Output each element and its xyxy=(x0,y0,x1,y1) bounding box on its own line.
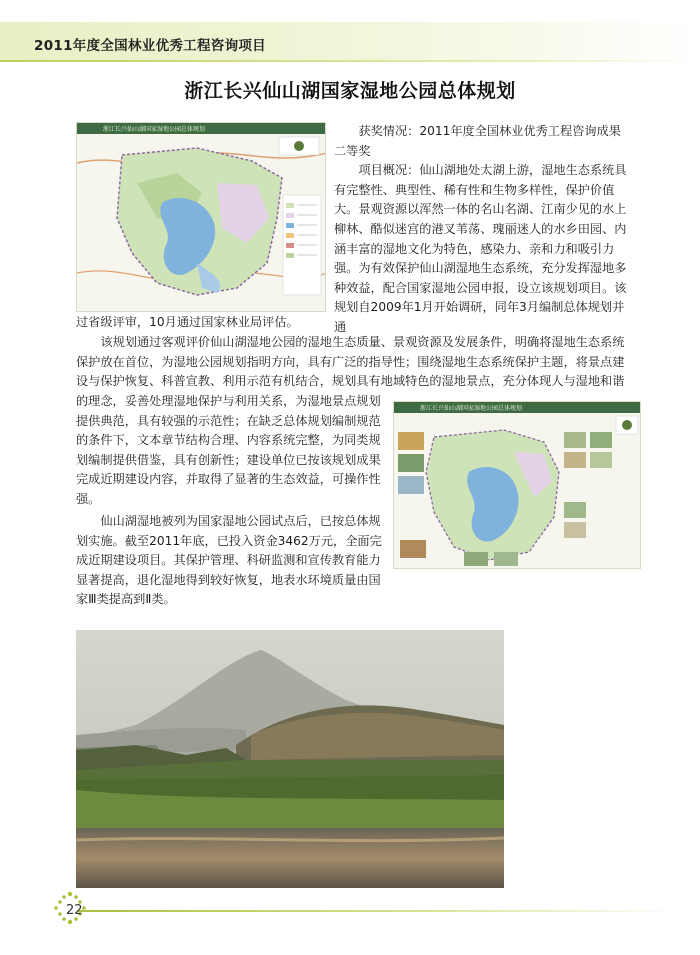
award-paragraph: 获奖情况：2011年度全国林业优秀工程咨询成果二等奖 xyxy=(334,124,621,158)
header-title: 2011年度全国林业优秀工程咨询项目 xyxy=(34,38,266,54)
planning-map-2-graphic xyxy=(394,402,641,569)
map-1-caption: 浙江长兴仙山湖国家湿地公园总体规划 xyxy=(103,126,206,133)
overview-paragraph: 项目概况：仙山湖地处太湖上游，湿地生态系统具有完整性、典型性、稀有性和生物多样性，保护价值大。景观资源以浑然一体的名山名湖、江南少见的水上柳林、酷似迷宫的港叉苇荡、瑰丽迷人的水乡田园、内涵丰富的湿地文化为特色，感染力、亲和力和吸引力强。为有效保护仙山湖湿地生态系统，充分发挥湿地多种效益，配合国家湿地公园申报，设立该规划项目。该规划自2009年1月开始调研，同年3月编制总体规划并通 xyxy=(334,163,627,334)
page-number: 22 xyxy=(66,903,83,918)
document-title: 浙江长兴仙山湖国家湿地公园总体规划 xyxy=(184,80,516,102)
wetland-photo-graphic xyxy=(76,630,504,888)
planning-map-figure-2 xyxy=(393,401,641,569)
planning-map-1-graphic xyxy=(77,123,326,312)
implementation-paragraph: 仙山湖湿地被列为国家湿地公园试点后，已按总体规划实施。截至2011年底，已投入资金3462万元，全面完成近期建设项目。其保护管理、科研监测和宣传教育能力显著提高，退化湿地得到较好恢复，地表水环境质量由国家Ⅲ类提高到Ⅱ类。 xyxy=(76,514,382,607)
award-and-overview-text xyxy=(334,122,630,338)
map-1-title-bar xyxy=(77,123,325,134)
map-2-caption: 浙江长兴仙山湖国家湿地公园总体规划 xyxy=(420,405,523,412)
evaluation-continued: 的理念，妥善处理湿地保护与利用关系，为湿地景点规划提供典范，具有较强的示范性；在缺乏总体规划编制规范的条件下，文本章节结构合理、内容系统完整，为同类规划编制提供借鉴，具有创新性；建设单位已按该规划成果完成近期建设内容，并取得了显著的生态效益，可操作性强。 xyxy=(76,394,381,506)
overview-continued: 过省级评审，10月通过国家林业局评估。 xyxy=(76,315,299,329)
footer-rule xyxy=(78,910,678,912)
header-rule xyxy=(0,60,700,62)
map-2-title-bar xyxy=(394,402,640,413)
planning-map-figure-1 xyxy=(76,122,326,312)
wetland-landscape-photo xyxy=(76,630,504,888)
evaluation-paragraph: 该规划通过客观评价仙山湖湿地公园的湿地生态质量、景观资源及发展条件，明确将湿地生态系统保护放在首位，为湿地公园规划指明方向，具有广泛的指导性；围绕湿地生态系统保护主题，将景点建设与保护恢复、科普宣教、利用示范有机结合，规划具有地域特色的湿地景点，充分体现人与湿地和谐 xyxy=(76,335,625,389)
